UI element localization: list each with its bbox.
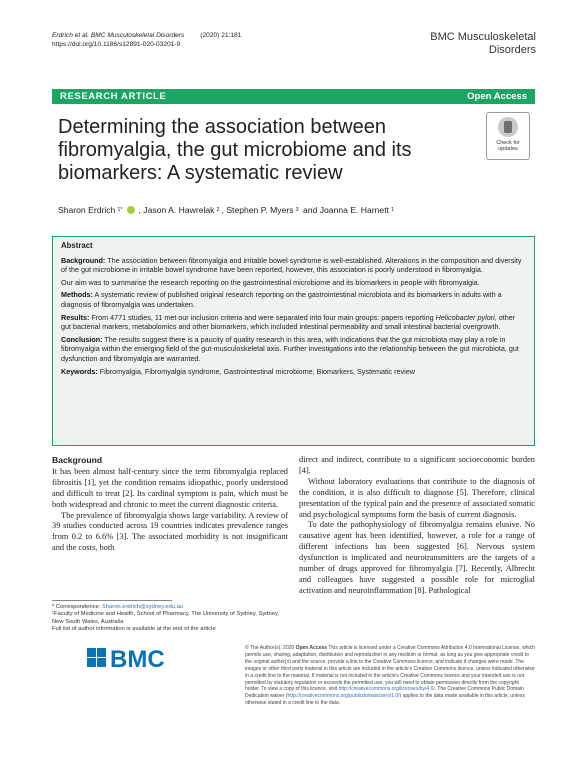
license-text: © The Author(s). 2020	[245, 645, 296, 651]
correspondence-email-link[interactable]: Sharon.erdrich@sydney.edu.au	[101, 604, 184, 610]
body-column-left	[52, 455, 288, 554]
abstract-text: A systematic review of published original research reporting on the gastrointestinal microbiota and its biomarkers in adults with a diagnosis of fibromyalgia was undertaken.	[61, 290, 502, 309]
check-for-updates-badge[interactable]	[486, 112, 530, 160]
journal-name	[430, 31, 536, 57]
journal-name-line1: BMC Musculoskeletal	[430, 31, 536, 43]
citation-year-volume: (2020) 21:181	[200, 32, 242, 39]
abstract-text: The results suggest there is a paucity of quality research in this area, with indications that the gut microbiota may play a role in fibromyalgia within the emerging field of the gut-musculoskeletal axis. Further investigations into the relationship between the gut microbiota, gut dysfunction and fibromyalgia are warranted.	[61, 334, 519, 363]
author-name: , Stephen P. Myers	[221, 205, 294, 215]
body-paragraph: The prevalence of fibromyalgia shows large variability. A review of 39 studies conducted across 19 countries indicates prevalence ranges from 0.2 to 6.6% [3]. The associated morbidity is not insignificant and the costs, both	[52, 510, 288, 553]
footnote	[52, 604, 282, 634]
author-name: , Jason A. Hawrelak	[138, 205, 215, 215]
citation-text: Erdrich et al. BMC Musculoskeletal Disorders	[52, 32, 185, 39]
body-paragraph: direct and indirect, contribute to a significant socioeconomic burden [4].	[299, 455, 535, 475]
author-list	[58, 205, 394, 215]
check-updates-icon	[498, 117, 518, 137]
license-link[interactable]: http://creativecommons.org/publicdomain/zero/1.0/	[287, 693, 400, 700]
bmc-logo	[87, 645, 177, 675]
body-paragraph: To date the pathophysiology of fibromyalgia remains elusive. No causative agent has been identified, however, a role for a range of different infections has been suggested [6]. Nervous system dysfunction is implicated and neurotransmitters are the targets of a number of drugs approved for fibromyalgia [7]. Recently, Albrecht and colleagues have suggested a possible role for microglial activation and neuroinflammation [8]. Pathological	[299, 520, 535, 595]
citation-header	[52, 31, 241, 49]
license-link[interactable]: http://creativecommons.org/licenses/by/4.0/	[338, 686, 435, 693]
author-affil-sup: 3	[295, 207, 299, 213]
abstract-label: Conclusion:	[61, 334, 103, 344]
abstract-label: Keywords:	[61, 366, 98, 376]
journal-name-line2: Disorders	[488, 44, 536, 56]
article-title: Determining the association between fibromyalgia, the gut microbiome and its biomarkers: A systematic review	[58, 116, 412, 184]
abstract-label: Results:	[61, 312, 90, 322]
bmc-logo-mark	[87, 648, 106, 667]
logo-square	[87, 648, 96, 657]
logo-square	[97, 648, 106, 657]
check-updates-line2: updates	[498, 146, 518, 152]
abstract-background	[61, 256, 526, 275]
abstract-results	[61, 313, 526, 332]
abstract-heading: Abstract	[61, 241, 93, 250]
license-statement	[245, 645, 535, 707]
abstract-box	[52, 236, 535, 446]
body-paragraph: It has been almost half-century since the term fibromyalgia replaced fibrositis [1], yet the condition remains idiopathic, poorly understood and difficult to treat [2]. Its cardinal symptom is pain, which must be both widespread and chronic to meet the current diagnostic criteria.	[52, 466, 288, 509]
correspondence-label: * Correspondence:	[52, 604, 102, 610]
author-affil-sup: 1*	[117, 207, 123, 213]
author-affil-sup: 1	[390, 207, 395, 213]
abstract-text: , other gut bacterial markers, metabolomics and other biomarkers, which included intestinal permeability and small intestinal bacterial overgrowth.	[61, 312, 516, 332]
abstract-keywords	[61, 367, 526, 377]
affiliation-text: ¹Faculty of Medicine and Health, School of Pharmacy, The University of Sydney, Sydney, New South Wales, Australia	[52, 611, 280, 625]
abstract-italic-term: Helicobacter pylori	[435, 312, 495, 322]
license-open-access: Open Access	[295, 645, 328, 651]
doi-link[interactable]: https://doi.org/10.1186/s12891-020-03201-9	[52, 41, 181, 48]
abstract-text: The association between fibromyalgia and irritable bowel syndrome is well-established. Alterations in the composition and diversity of the gut microbiome in irritable bowel syndrome have been reported, however, this association is poorly understood in fibromyalgia.	[61, 255, 522, 275]
abstract-conclusion	[61, 335, 526, 364]
section-heading: Background	[52, 455, 103, 465]
footnote-divider	[52, 600, 172, 601]
author-affil-sup: 2	[216, 207, 220, 213]
abstract-text: From 4771 studies, 11 met our inclusion criteria and were separated into four main groups: papers reporting	[89, 312, 436, 322]
logo-square	[97, 658, 106, 667]
license-text: This article is licensed under a Creative Commons Attribution 4.0 International License, which permits use, sharing, adaptation, distribution and reproduction in any medium or format, as long as you give appropriate credit to the original author(s) and the source, provide a link to the Creative Commons licence, and indicate if changes were made. The images or other third party material in this article are included in the article's Creative Commons licence, unless indicated otherwise in a credit line to the material. If material is not included in the article's Creative Commons licence and your intended use is not permitted by statutory regulation or exceeds the permitted use, you will need to obtain permission directly from the copyright holder. To view a copy of this licence, visit	[245, 645, 535, 693]
body-column-right	[299, 455, 535, 597]
check-updates-line1: Check for	[496, 140, 520, 146]
abstract-label: Background:	[61, 255, 106, 265]
author-name: and Joanna E. Harnett	[300, 205, 389, 215]
author-name: Sharon Erdrich	[58, 205, 116, 215]
abstract-methods	[61, 290, 526, 309]
article-type-banner	[52, 89, 535, 104]
license-text: . The Creative Commons Public Domain Dedication waiver (	[245, 686, 524, 700]
orcid-icon[interactable]	[127, 206, 135, 214]
author-info-note: Full list of author information is available at the end of the article	[52, 626, 216, 633]
article-type: RESEARCH ARTICLE	[60, 91, 167, 102]
abstract-label: Methods:	[61, 290, 93, 300]
open-access-label: Open Access	[467, 91, 527, 102]
abstract-text: Fibromyalgia, Fibromyalgia syndrome, Gastrointestinal microbiome, Biomarkers, Systematic review	[97, 366, 415, 376]
body-paragraph: Without laboratory evaluations that contribute to the diagnosis of the condition, it is also difficult to diagnose [5]. Therefore, clinical presentation of the typical pain and the presence of associated somatic and psychological symptoms form the basis of current diagnosis.	[299, 476, 535, 519]
bmc-logo-text: BMC	[110, 646, 165, 673]
license-text: ) applies to the data made available in this article, unless otherwise stated in a credit line to the data.	[245, 693, 525, 707]
abstract-aim: Our aim was to summarise the research reporting on the gastrointestinal microbiome and its biomarkers in people with fibromyalgia.	[61, 277, 480, 287]
logo-square	[87, 658, 96, 667]
